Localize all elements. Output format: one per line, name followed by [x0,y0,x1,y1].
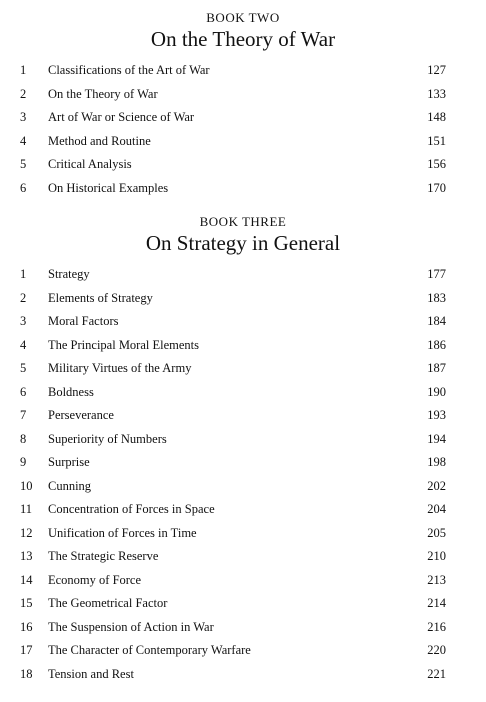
chapter-number: 4 [20,133,27,148]
book-three-label: BOOK THREE [199,214,287,229]
chapter-row[interactable] [0,454,486,478]
chapter-title: Tension and Rest [48,666,134,681]
chapter-row[interactable] [0,86,486,110]
book-two-contents [0,62,486,203]
chapter-page: 198 [427,455,446,469]
chapter-page: 156 [427,157,446,171]
chapter-page: 220 [427,643,446,657]
chapter-number: 6 [20,384,27,399]
chapter-page: 193 [427,408,446,422]
chapter-title: The Character of Contemporary Warfare [48,643,251,657]
book-three-title: On Strategy in General [145,231,341,255]
chapter-page: 205 [427,525,446,540]
chapter-number: 10 [20,478,33,493]
chapter-row[interactable] [0,109,486,133]
chapter-title: Elements of Strategy [48,290,153,305]
chapter-row[interactable] [0,62,486,86]
chapter-number: 3 [20,314,27,328]
chapter-row[interactable] [0,431,486,455]
chapter-page: 183 [427,290,446,305]
chapter-number: 14 [20,572,33,587]
chapter-row[interactable] [0,290,486,314]
chapter-row[interactable] [0,642,486,666]
chapter-page: 133 [427,86,446,101]
chapter-number: 4 [20,337,27,352]
chapter-row[interactable] [0,525,486,549]
chapter-title: Classifications of the Art of War [48,63,210,77]
chapter-row[interactable] [0,156,486,180]
chapter-row[interactable] [0,501,486,525]
chapter-title: Boldness [48,384,94,399]
chapter-page: 214 [427,596,446,610]
chapter-row[interactable] [0,337,486,361]
chapter-row[interactable] [0,572,486,596]
chapter-title: The Suspension of Action in War [48,619,214,634]
chapter-number: 12 [20,525,33,540]
chapter-row[interactable] [0,384,486,408]
chapter-title: Unification of Forces in Time [48,525,197,540]
chapter-page: 187 [427,361,446,375]
chapter-page: 148 [427,110,446,124]
chapter-number: 2 [20,290,27,305]
chapter-row[interactable] [0,595,486,619]
chapter-number: 13 [20,549,33,563]
chapter-number: 3 [20,110,27,124]
chapter-title: Critical Analysis [48,157,132,171]
chapter-number: 11 [20,502,33,516]
chapter-number: 17 [20,643,33,657]
chapter-page: 151 [427,133,446,148]
chapter-row[interactable] [0,360,486,384]
chapter-title: Art of War or Science of War [48,110,195,124]
chapter-page: 127 [427,63,446,77]
chapter-page: 184 [427,314,446,328]
chapter-title: The Strategic Reserve [48,549,159,563]
book-three-contents [0,266,486,689]
chapter-row[interactable] [0,180,486,204]
chapter-page: 186 [427,337,446,352]
chapter-row[interactable] [0,407,486,431]
chapter-number: 6 [20,180,27,195]
chapter-title: The Principal Moral Elements [48,337,200,352]
chapter-title: Economy of Force [48,572,142,587]
chapter-title: Strategy [48,267,90,281]
book-two-title: On the Theory of War [150,27,336,51]
chapter-title: Perseverance [48,408,114,422]
chapter-row[interactable] [0,133,486,157]
chapter-page: 216 [427,619,446,634]
chapter-page: 210 [427,549,446,563]
chapter-page: 170 [427,180,446,195]
chapter-page: 194 [427,431,446,446]
chapter-title: Moral Factors [48,314,119,328]
book-two-label: BOOK TWO [206,10,280,25]
chapter-number: 2 [20,86,27,101]
chapter-number: 5 [20,157,27,171]
chapter-page: 213 [427,572,446,587]
chapter-row[interactable] [0,548,486,572]
chapter-page: 202 [427,478,446,493]
chapter-number: 16 [20,619,33,634]
chapter-title: Superiority of Numbers [48,431,167,446]
chapter-number: 18 [20,666,33,681]
chapter-title: On Historical Examples [48,180,169,195]
chapter-number: 5 [20,361,27,375]
chapter-number: 8 [20,431,27,446]
chapter-title: Cunning [48,478,92,493]
chapter-page: 221 [427,666,446,681]
chapter-title: The Geometrical Factor [48,596,168,610]
chapter-row[interactable] [0,313,486,337]
chapter-number: 9 [20,455,27,469]
chapter-page: 177 [427,267,446,281]
chapter-title: Surprise [48,455,90,469]
chapter-row[interactable] [0,619,486,643]
chapter-title: Method and Routine [48,133,151,148]
chapter-page: 190 [427,384,446,399]
chapter-number: 15 [20,596,33,610]
chapter-page: 204 [427,502,446,516]
chapter-number: 1 [20,63,27,77]
chapter-title: On the Theory of War [48,86,158,101]
chapter-row[interactable] [0,666,486,690]
chapter-title: Military Virtues of the Army [48,361,192,375]
chapter-number: 1 [20,267,27,281]
chapter-number: 7 [20,408,27,422]
chapter-title: Concentration of Forces in Space [48,502,215,516]
chapter-row[interactable] [0,478,486,502]
chapter-row[interactable] [0,266,486,290]
